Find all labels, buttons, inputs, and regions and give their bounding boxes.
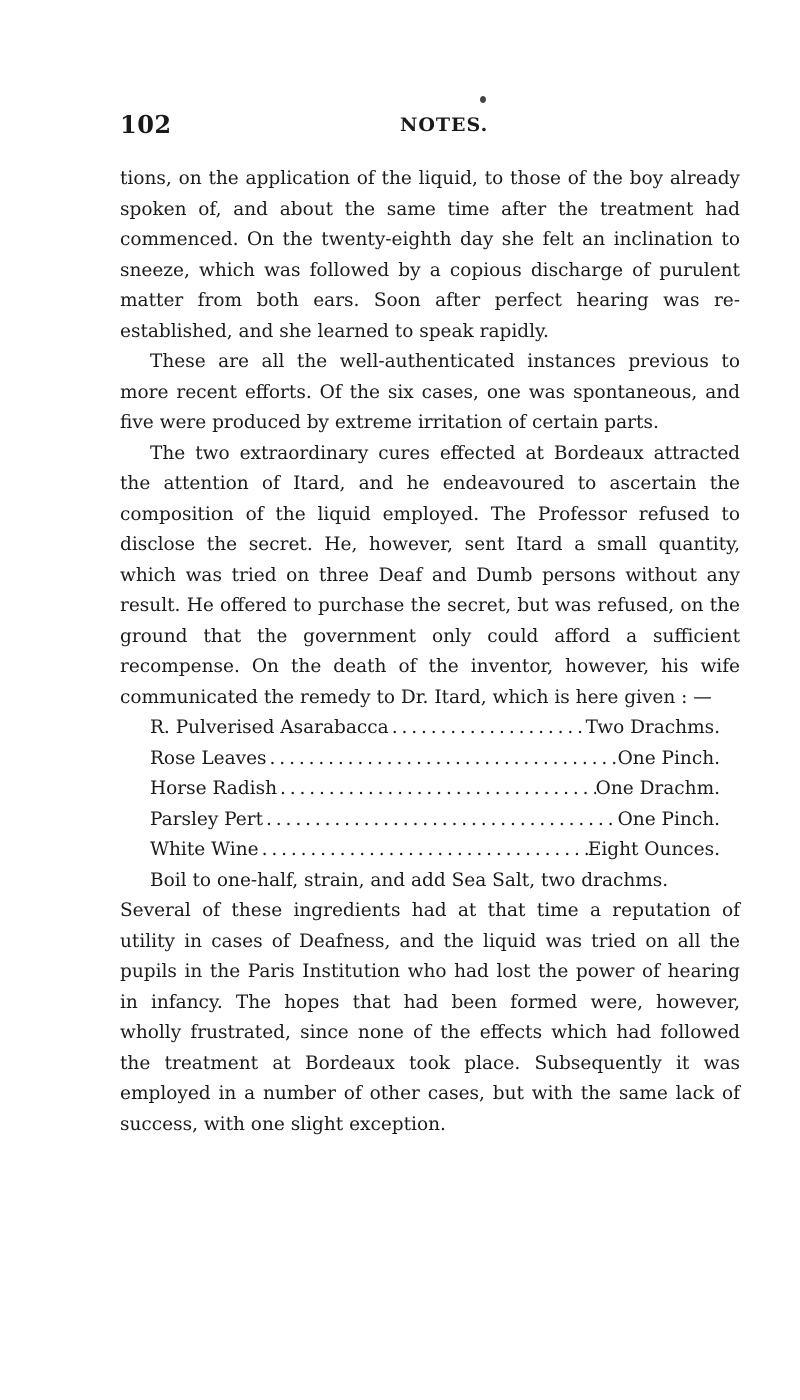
page-header [120,110,740,142]
recipe-item [120,805,720,836]
recipe-item [120,713,720,744]
dot-leader [277,774,596,805]
recipe-quantity: Two Drachms. [585,717,720,738]
ink-speck [480,96,486,103]
dot-leader [267,744,618,775]
paragraph: The two extraordinary cures effected at Bordeaux attracted the attention of Itard, and he endeavoured to ascertain the composition of the liquid employed. The Professor refused to disclose the secret. He, however, sent Itard a small quantity, which was tried on three Deaf and Dumb persons without any result. He offered to purchase the secret, but was refused, on the ground that the government only could afford a sufficient recompense. On the death of the inventor, however, his wife communicated the remedy to Dr. Itard, which is here given : — [120,442,740,708]
paragraph: These are all the well-authenticated instances previous to more recent efforts. Of the six cases, one was spontaneous, and five were produced by extreme irritation of certain parts. [120,351,740,433]
recipe-quantity: One Pinch. [617,747,720,769]
recipe-ingredient: Horse Radish [150,778,277,799]
dot-leader [259,835,588,866]
recipe-item [120,774,720,805]
page-number: 102 [120,110,172,139]
recipe-quantity: Eight Ounces. [587,839,720,860]
recipe-ingredient: Parsley Pert [150,808,264,830]
recipe-ingredient: White Wine [150,839,259,860]
running-head: NOTES. [400,114,489,136]
recipe-ingredient: R. Pulverised Asarabacca [150,717,389,738]
recipe-ingredient: Rose Leaves [150,747,267,769]
recipe-item [120,835,720,866]
recipe-list [120,713,740,866]
body-text [120,164,740,1140]
dot-leader [389,713,586,744]
paragraph: Boil to one-half, strain, and add Sea Salt, two drachms. [150,869,669,891]
recipe-quantity: One Drachm. [595,778,720,799]
paragraph: Several of these ingredients had at that time a reputation of utility in cases of Deafness, and the liquid was tried on all the pupils in the Paris Institution who had lost the power of hearing in infancy. The hopes that had been formed were, however, wholly frustrated, since none of the effects which had followed the treatment at Bordeaux took place. Subsequently it was employed in a number of other cases, but with the same lack of success, with one slight exception. [120,900,740,1135]
recipe-quantity: One Pinch. [617,808,720,830]
dot-leader [263,805,618,836]
recipe-item [120,744,720,775]
paragraph: tions, on the application of the liquid, to those of the boy already spoken of, and about the same time after the treatment had commenced. On the twenty-eighth day she felt an inclination to sneeze, which was followed by a copious discharge of purulent matter from both ears. Soon after perfect hearing was re-established, and she learned to speak rapidly. [120,168,740,342]
